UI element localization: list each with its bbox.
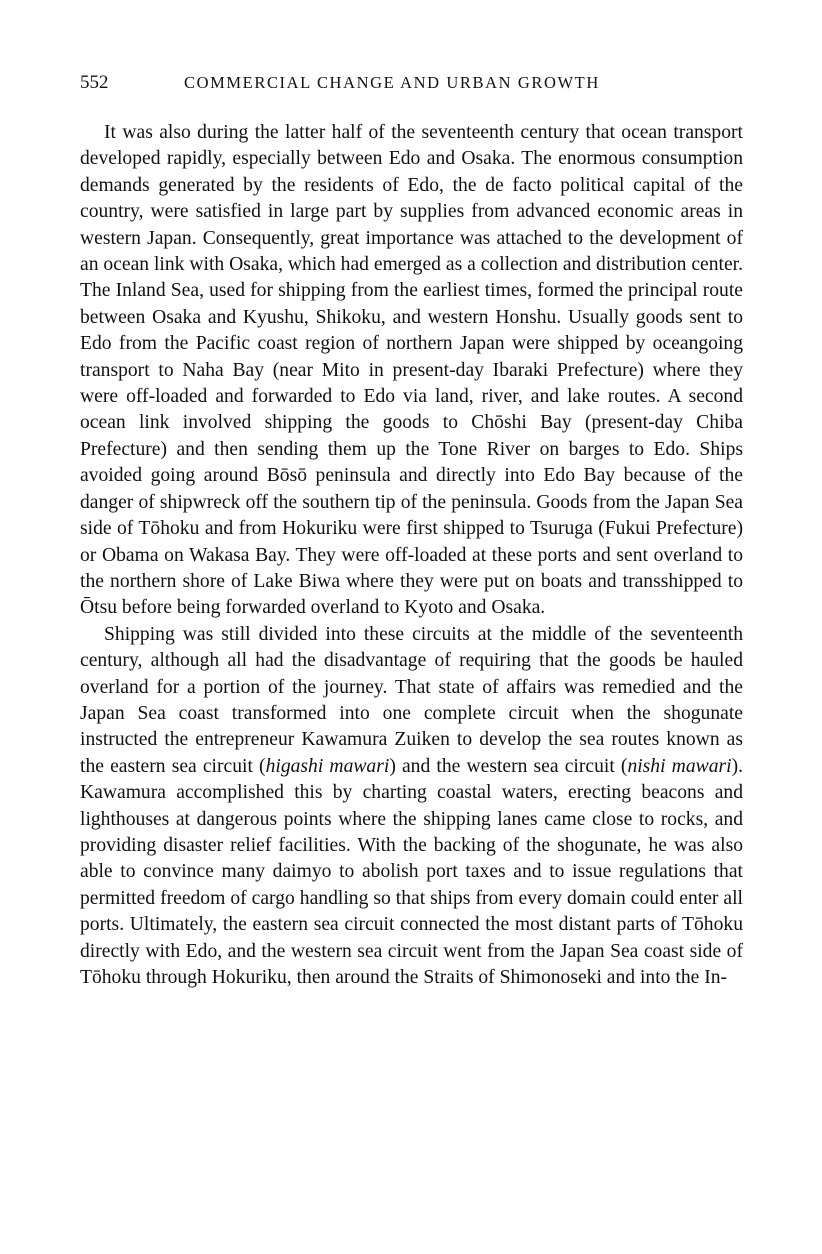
- paragraph-text: Shipping was still divided into these circuits at the middle of the seventeenth century, although all had the disadvantage of requiring that the goods be hauled overland for a portion of the journey. That state of affairs was remedied and the Japan Sea coast transformed into one complete circuit when the shogunate instructed the entrepreneur Kawamura Zuiken to develop the sea routes known as the eastern sea circuit (: [80, 623, 743, 777]
- body-paragraph: It was also during the latter half of the seventeenth century that ocean transport developed rapidly, especially between Edo and Osaka. The enormous consumption demands generated by the residents of Edo, the de facto political capital of the country, were satisfied in large part by supplies from advanced economic areas in western Japan. Consequently, great importance was attached to the development of an ocean link with Osaka, which had emerged as a collection and distribution center. The Inland Sea, used for shipping from the earliest times, formed the principal route between Osaka and Kyushu, Shikoku, and western Honshu. Usually goods sent to Edo from the Pacific coast region of northern Japan were shipped by oceangoing transport to Naha Bay (near Mito in present-day Ibaraki Prefecture) where they were off-loaded and forwarded to Edo via land, river, and lake routes. A second ocean link involved shipping the goods to Chōshi Bay (present-day Chiba Prefecture) and then sending them up the Tone River on barges to Edo. Ships avoided going around Bōsō peninsula and directly into Edo Bay because of the danger of shipwreck off the southern tip of the peninsula. Goods from the Japan Sea side of Tōhoku and from Hokuriku were first shipped to Tsuruga (Fukui Prefecture) or Obama on Wakasa Bay. They were off-loaded at these ports and sent overland to the northern shore of Lake Biwa where they were put on boats and transshipped to Ōtsu before being forwarded overland to Kyoto and Osaka.: [80, 122, 743, 619]
- running-title: COMMERCIAL CHANGE AND URBAN GROWTH: [184, 73, 600, 92]
- paragraph-text: ). Kawamura accomplished this by charting coastal waters, erecting beacons and lighthouses at dangerous points where the shipping lanes came close to rocks, and providing disaster relief facilities. With the backing of the shogunate, he was also able to convince many daimyo to abolish port taxes and to issue regulations that permitted freedom of cargo handling so that ships from every domain could enter all ports. Ultimately, the eastern sea circuit connected the most distant parts of Tōhoku directly with Edo, and the western sea circuit went from the Japan Sea coast side of Tōhoku through Hokuriku, then around the Straits of Shimonoseki and into the In-: [80, 755, 744, 988]
- page-number: 552: [80, 72, 109, 93]
- paragraph-text: ) and the western sea circuit (: [389, 755, 628, 777]
- running-header: [80, 70, 743, 96]
- book-page: [80, 70, 743, 991]
- italic-term: nishi mawari: [627, 755, 732, 777]
- body-paragraph: [80, 622, 743, 992]
- italic-term: higashi mawari: [265, 755, 390, 777]
